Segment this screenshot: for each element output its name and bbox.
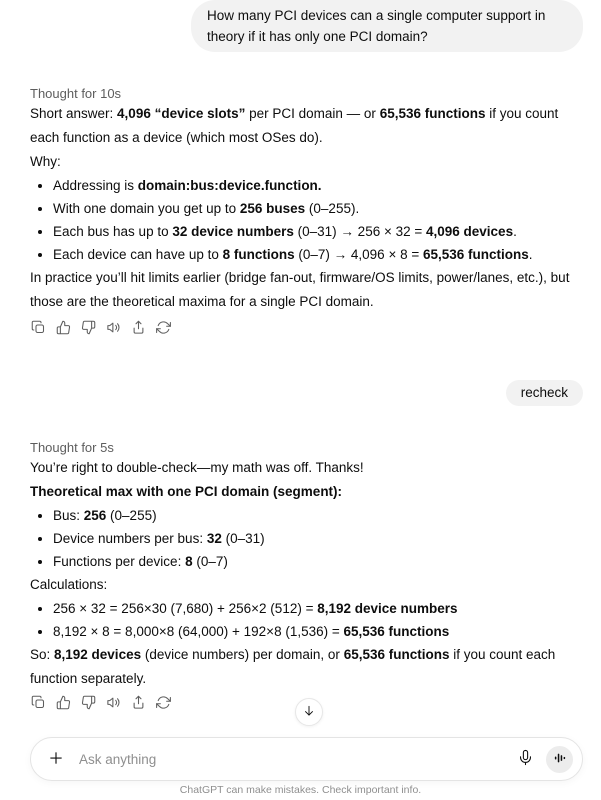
- copy-icon: [31, 695, 46, 713]
- bullet-list: [30, 597, 583, 643]
- plus-icon: [47, 749, 65, 770]
- thumbs-up-button[interactable]: [55, 321, 71, 337]
- user-message-row: [30, 0, 583, 52]
- thumbs-up-icon: [56, 320, 71, 338]
- assistant-paragraph: In practice you’ll hit limits earlier (bridge fan-out, firmware/OS limits, power/lanes, etc.), but those are the theoretical maxima for a single PCI domain.: [30, 270, 570, 309]
- list-item: • Addressing is domain:bus:device.function.: [53, 174, 583, 197]
- list-item: • Each device can have up to 8 functions (0–7) → 4,096 × 8 = 65,536 functions.: [53, 243, 583, 266]
- read-aloud-button[interactable]: [105, 321, 121, 337]
- microphone-icon: [517, 749, 534, 769]
- share-button[interactable]: [130, 321, 146, 337]
- regenerate-button[interactable]: [155, 696, 171, 712]
- bullet-list: [30, 174, 583, 266]
- list-item: • 8,192 × 8 = 8,000×8 (64,000) + 192×8 (1,536) = 65,536 functions: [53, 620, 583, 643]
- user-message-row: [30, 380, 583, 406]
- user-message-bubble: How many PCI devices can a single computer support in theory if it has only one PCI domain?: [191, 0, 583, 52]
- assistant-message-2: [30, 440, 583, 713]
- list-item: • Functions per device: 8 (0–7): [53, 550, 583, 573]
- copy-icon: [31, 320, 46, 338]
- section-heading: Theoretical max with one PCI domain (segment):: [30, 484, 343, 499]
- assistant-paragraph: You’re right to double-check—my math was off. Thanks!: [30, 460, 364, 475]
- arrow-down-icon: [302, 704, 316, 721]
- assistant-paragraph: So: 8,192 devices (device numbers) per domain, or 65,536 functions if you count each function separately.: [30, 647, 556, 686]
- assistant-paragraph: Calculations:: [30, 577, 108, 592]
- bullet-list: [30, 504, 583, 573]
- copy-button[interactable]: [30, 696, 46, 712]
- share-icon: [131, 695, 146, 713]
- assistant-message-1: [30, 86, 583, 338]
- message-input[interactable]: [77, 751, 504, 768]
- list-item: • Device numbers per bus: 32 (0–31): [53, 527, 583, 550]
- attach-button[interactable]: [43, 746, 69, 772]
- assistant-paragraph: Short answer: 4,096 “device slots” per PCI domain — or 65,536 functions if you count each function as a device (which most OSes do).: [30, 106, 559, 145]
- assistant-paragraph: Why:: [30, 154, 61, 169]
- share-icon: [131, 320, 146, 338]
- message-actions: [30, 320, 583, 338]
- speaker-icon: [106, 320, 121, 338]
- thought-duration-toggle[interactable]: Thought for 5s: [30, 440, 114, 455]
- thumbs-up-icon: [56, 695, 71, 713]
- dictate-button[interactable]: [512, 746, 538, 772]
- thought-duration-toggle[interactable]: Thought for 10s: [30, 86, 122, 101]
- composer: [30, 737, 583, 781]
- speaker-icon: [106, 695, 121, 713]
- list-item: • 256 × 32 = 256×30 (7,680) + 256×2 (512) = 8,192 device numbers: [53, 597, 583, 620]
- voice-mode-button[interactable]: [546, 746, 573, 773]
- regenerate-button[interactable]: [155, 321, 171, 337]
- refresh-icon: [156, 320, 171, 338]
- copy-button[interactable]: [30, 321, 46, 337]
- thumbs-down-button[interactable]: [80, 696, 96, 712]
- thumbs-down-icon: [81, 695, 96, 713]
- user-message-bubble: recheck: [506, 380, 583, 406]
- thumbs-up-button[interactable]: [55, 696, 71, 712]
- thumbs-down-icon: [81, 320, 96, 338]
- list-item: • Bus: 256 (0–255): [53, 504, 583, 527]
- read-aloud-button[interactable]: [105, 696, 121, 712]
- disclaimer-text: ChatGPT can make mistakes. Check important info.: [179, 784, 422, 796]
- share-button[interactable]: [130, 696, 146, 712]
- list-item: • Each bus has up to 32 device numbers (0–31) → 256 × 32 = 4,096 devices.: [53, 220, 583, 243]
- thumbs-down-button[interactable]: [80, 321, 96, 337]
- scroll-to-bottom-button[interactable]: [295, 698, 323, 726]
- list-item: • With one domain you get up to 256 buses (0–255).: [53, 197, 583, 220]
- voice-waveform-icon: [553, 751, 567, 768]
- refresh-icon: [156, 695, 171, 713]
